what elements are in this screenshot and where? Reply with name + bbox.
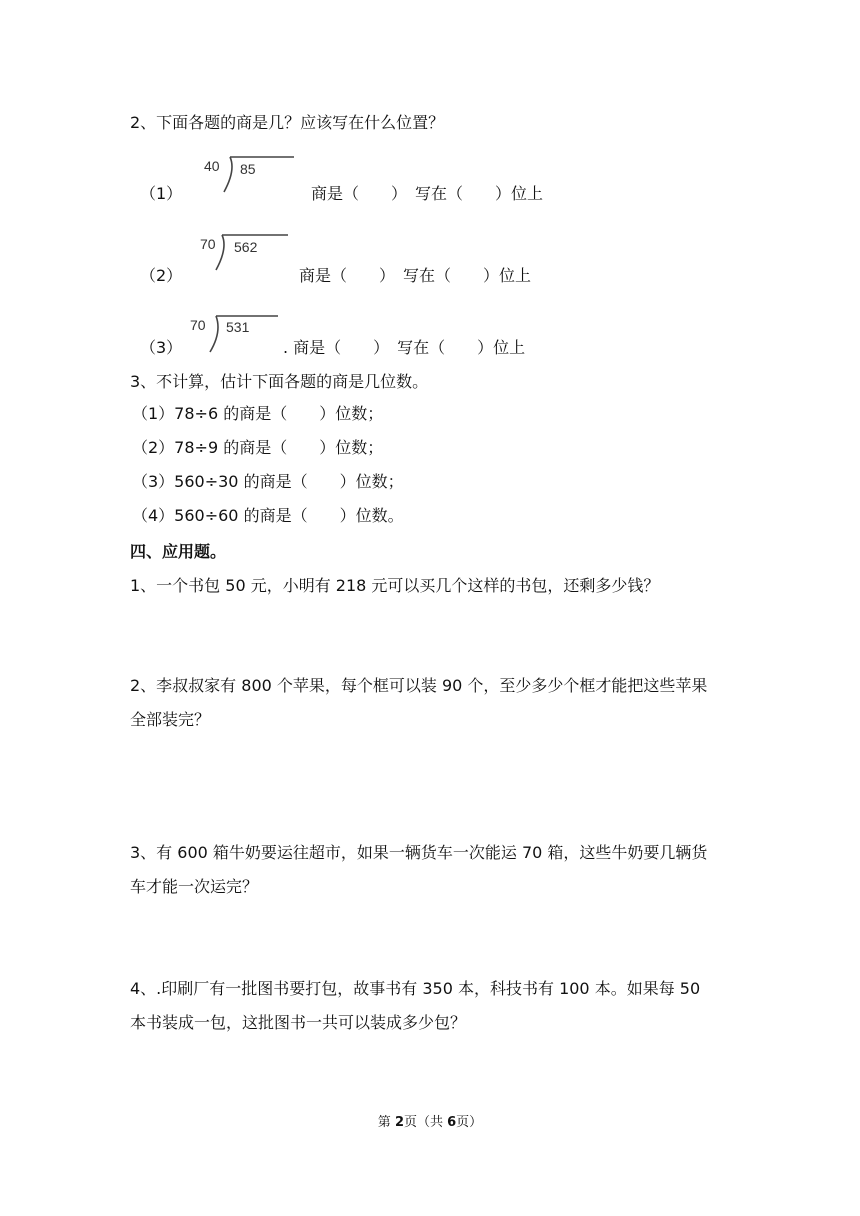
page-footer <box>0 1111 860 1130</box>
problem-1-line1: 1、一个书包 50 元，小明有 218 元可以买几个这样的书包，还剩多少钱？ <box>130 576 660 595</box>
dividend: 562 <box>234 239 258 255</box>
q2-item-label: （3） <box>140 338 183 357</box>
q2-item-text: 商是（ ） 写在（ ）位上 <box>299 266 532 285</box>
q3-heading: 3、不计算，估计下面各题的商是几位数。 <box>130 372 429 391</box>
footer-suffix: 页） <box>456 1115 483 1130</box>
q2-item-text: . 商是（ ） 写在（ ）位上 <box>283 338 526 357</box>
q2-item-text: 商是（ ） 写在（ ）位上 <box>311 184 544 203</box>
section4-heading: 四、应用题。 <box>130 542 227 561</box>
q3-item: （2）78÷9 的商是（ ）位数； <box>132 438 384 457</box>
problem-3-line2: 车才能一次运完？ <box>130 877 259 896</box>
long-division-3 <box>186 314 286 360</box>
dividend: 85 <box>240 161 256 177</box>
q2-item-label: （1） <box>140 184 183 203</box>
problem-2-line2: 全部装完？ <box>130 710 211 729</box>
q3-item: （3）560÷30 的商是（ ）位数； <box>132 472 404 491</box>
problem-4-line2: 本书装成一包，这批图书一共可以装成多少包？ <box>130 1013 467 1032</box>
divisor: 70 <box>190 317 206 333</box>
dividend: 531 <box>226 319 250 335</box>
footer-page-number: 2 <box>394 1115 404 1130</box>
q2-item-label: （2） <box>140 266 183 285</box>
divisor: 40 <box>204 158 220 174</box>
q2-heading: 2、下面各题的商是几？应该写在什么位置？ <box>130 113 445 132</box>
problem-3-line1: 3、有 600 箱牛奶要运往超市，如果一辆货车一次能运 70 箱，这些牛奶要几辆货 <box>130 843 708 862</box>
long-division-2 <box>196 230 296 276</box>
footer-prefix: 第 <box>377 1115 395 1130</box>
footer-total-pages: 6 <box>447 1115 457 1130</box>
problem-2-line1: 2、李叔叔家有 800 个苹果，每个框可以装 90 个，至少多少个框才能把这些苹果 <box>130 676 708 695</box>
q3-item: （4）560÷60 的商是（ ）位数。 <box>132 506 404 525</box>
q3-item: （1）78÷6 的商是（ ）位数； <box>132 404 384 423</box>
problem-4-line1: 4、.印刷厂有一批图书要打包，故事书有 350 本，科技书有 100 本。如果每 50 <box>130 979 701 998</box>
divisor: 70 <box>200 236 216 252</box>
footer-middle: 页（共 <box>403 1115 448 1130</box>
long-division-1 <box>200 152 300 198</box>
